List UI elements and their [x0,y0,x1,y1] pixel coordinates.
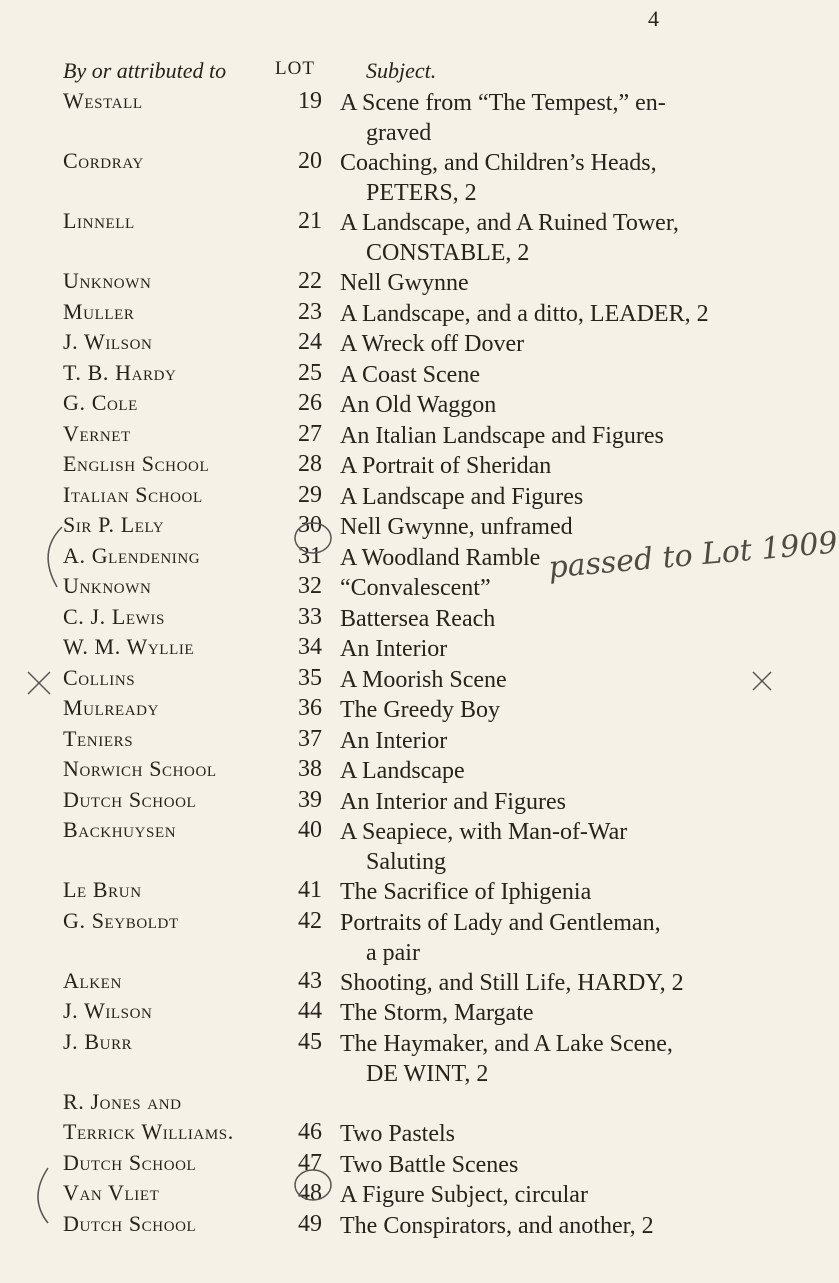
lot-number: 23 [298,298,322,325]
subject-line: A Woodland Ramble [340,544,541,571]
subject-line: Coaching, and Children’s Heads, [340,150,657,176]
subject-line: An Interior [340,727,448,754]
bracket-mark-left [38,1168,48,1223]
lot-number: 33 [298,603,322,630]
artist-name: A. Glendening [63,542,201,568]
subject-line: A Landscape and Figures [340,483,584,510]
subject-line: The Sacrifice of Iphigenia [340,879,592,905]
subject-line: The Storm, Margate [340,1000,534,1026]
artist-name: Dutch School [63,1210,197,1236]
subject-line: The Haymaker, and A Lake Scene, [340,1030,673,1057]
lot-number: 29 [298,481,322,508]
cross-mark [28,672,50,694]
artist-name: Alken [63,967,122,993]
artist-name: Van Vliet [63,1180,160,1205]
artist-name: J. Burr [63,1028,133,1054]
artist-name: Unknown [63,573,152,598]
artist-name: T. B. Hardy [63,359,177,385]
lot-number: 21 [298,208,322,234]
subject-continuation: a pair [366,939,420,966]
subject-line: Two Pastels [340,1121,455,1147]
lot-number: 48 [298,1180,322,1206]
subject-continuation: DE WINT, 2 [366,1060,489,1087]
lot-number: 20 [298,148,322,174]
subject-line: A Seapiece, with Man-of-War [340,819,628,845]
subject-line: Portraits of Lady and Gentleman, [340,909,661,936]
lot-number: 43 [298,967,322,994]
lot-number: 38 [298,756,322,782]
lot-number: 35 [298,664,322,691]
subject-continuation: CONSTABLE, 2 [366,240,530,266]
subject-line: A Coast Scene [340,361,480,388]
subject-line: An Interior [340,636,448,662]
subject-line: An Interior and Figures [340,788,566,815]
subject-line: A Landscape, and a ditto, LEADER, 2 [340,300,709,327]
artist-name: G. Cole [63,390,138,415]
artist-name: J. Wilson [63,998,153,1023]
artist-name: Vernet [63,420,131,446]
artist-name: G. Seyboldt [63,907,179,933]
subject-continuation: Saluting [366,849,447,875]
artist-name: Italian School [63,481,203,507]
subject-line: The Conspirators, and another, 2 [340,1212,654,1239]
artist-name: Norwich School [63,756,217,781]
subject-continuation: PETERS, 2 [366,180,477,206]
lot-number: 45 [298,1028,322,1055]
artist-name: Westall [63,88,143,113]
lot-number: 44 [298,998,322,1024]
subject-line: A Wreck off Dover [340,331,525,357]
artist-name: Terrick Williams. [63,1119,234,1144]
subject-line: A Landscape, and A Ruined Tower, [340,210,679,236]
subject-line: Nell Gwynne, unframed [340,514,573,540]
circle-mark-47 [295,1170,331,1200]
lot-number: 26 [298,390,322,416]
bracket-mark [48,527,62,587]
lot-number: 31 [298,542,322,569]
lot-number: 40 [298,817,322,843]
lot-number: 27 [298,420,322,447]
subject-line: The Greedy Boy [340,697,500,723]
lot-number: 30 [298,512,322,538]
artist-name: W. M. Wyllie [63,634,195,659]
lot-number: 42 [298,907,322,934]
lot-number: 24 [298,329,322,355]
subject-line: A Moorish Scene [340,666,507,693]
header-subject: Subject. [366,58,437,83]
subject-line: Two Battle Scenes [340,1151,519,1178]
subject-line: A Landscape [340,758,465,784]
subject-continuation: graved [366,120,432,146]
circle-mark-34 [295,523,331,553]
subject-line: Shooting, and Still Life, HARDY, 2 [340,969,684,996]
subject-line: A Portrait of Sheridan [340,453,552,479]
lot-number: 46 [298,1119,322,1145]
artist-name: Le Brun [63,877,142,902]
subject-line: An Italian Landscape and Figures [340,422,664,449]
artist-name: Unknown [63,268,152,293]
artist-name: Dutch School [63,1149,197,1175]
cross-mark-right [753,672,771,690]
subject-line: An Old Waggon [340,392,497,418]
artist-name: R. Jones and [63,1088,182,1114]
subject-line: “Convalescent” [340,575,491,601]
artist-name: Teniers [63,725,134,751]
artist-name: Dutch School [63,786,197,812]
handwritten-note: passed to Lot 1909 [547,525,839,586]
artist-name: Mulready [63,695,160,720]
lot-number: 39 [298,786,322,813]
header-artist: By or attributed to [63,58,227,83]
artist-name: Linnell [63,208,135,233]
artist-name: J. Wilson [63,329,153,354]
lot-number: 49 [298,1210,322,1237]
subject-line: Nell Gwynne [340,270,469,296]
artist-name: Backhuysen [63,817,177,842]
header-lot: LOT [275,58,315,79]
artist-name: Muller [63,298,135,324]
page-number: 4 [648,6,659,31]
subject-line: Battersea Reach [340,605,496,632]
lot-number: 37 [298,725,322,752]
artist-name: C. J. Lewis [63,603,165,629]
lot-number: 28 [298,451,322,477]
lot-number: 47 [298,1149,322,1176]
artist-name: Collins [63,664,136,690]
lot-number: 22 [298,268,322,294]
subject-line: A Figure Subject, circular [340,1182,588,1208]
artist-name: English School [63,451,210,476]
artist-name: Cordray [63,148,144,173]
lot-number: 19 [298,88,322,114]
lot-number: 25 [298,359,322,386]
lot-number: 32 [298,573,322,599]
artist-name: Sir P. Lely [63,512,165,537]
lot-number: 34 [298,634,322,660]
lot-number: 41 [298,877,322,903]
lot-number: 36 [298,695,322,721]
subject-line: A Scene from “The Tempest,” en- [340,90,666,116]
